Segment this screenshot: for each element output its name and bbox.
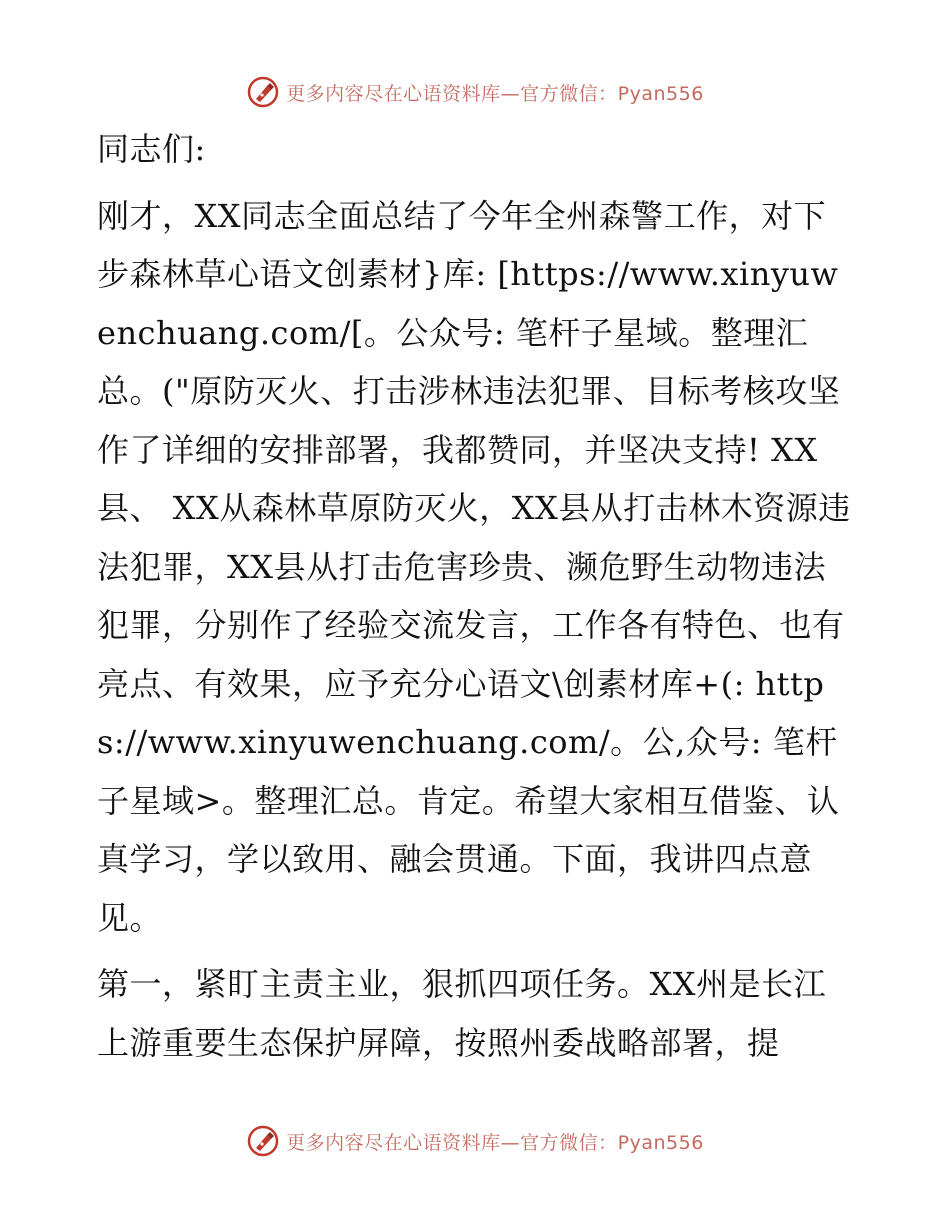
header-banner: [0, 72, 950, 112]
document-body: [97, 120, 857, 1072]
paragraph-1: 刚才，XX同志全面总结了今年全州森警工作，对下步森林草心语文创素材}库: [https://www.xinyuwenchuang.com/[。公众号: 笔杆子星域。整理汇总。("原防灭火、打击涉林违法犯罪、目标考核攻坚作了详细的安排部署，我都赞同，并坚决支持! XX县、 XX从森林草原防灭火，XX县从打击林木资源违法犯罪，XX县从打击危害珍贵、濒危野生动物违法犯罪，分别作了经验交流发言，工作各有特色、也有亮点、有效果，应予充分心语文\创素材库+(: https://www.xinyuwenchuang.com/。公,众号: 笔杆子星域>。整理汇总。肯定。希望大家相互借鉴、认真学习，学以致用、融会贯通。下面，我讲四点意见。: [97, 196, 851, 937]
footer-banner: [0, 1121, 950, 1161]
pen-nib-logo-icon: [246, 75, 280, 109]
footer-banner-text: 更多内容尽在心语资料库—官方微信：Pyan556: [286, 1131, 704, 1154]
paragraph-2: 第一，紧盯主责主业，狠抓四项任务。XX州是长江上游重要生态保护屏障，按照州委战略部署，提: [97, 965, 827, 1062]
greeting: 同志们:: [97, 130, 206, 168]
header-banner-text: 更多内容尽在心语资料库—官方微信：Pyan556: [286, 82, 704, 105]
pen-nib-logo-icon: [246, 1124, 280, 1158]
